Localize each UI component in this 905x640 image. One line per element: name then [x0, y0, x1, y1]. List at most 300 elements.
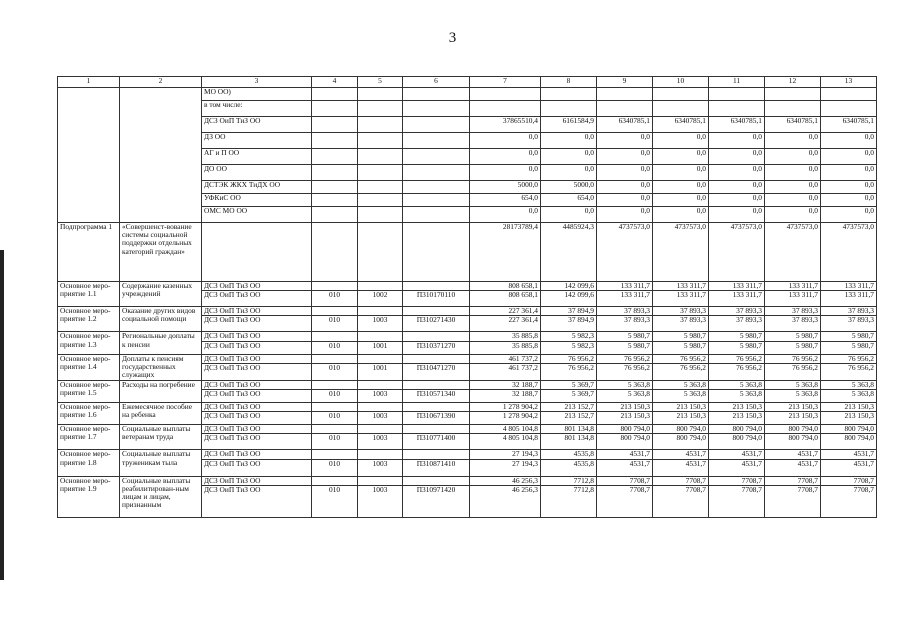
value-cell: 76 956,2	[821, 363, 877, 380]
executor-cell: ДСЗ ОиП ТиЗ ОО	[202, 341, 312, 354]
executor-cell: ОМС МО ОО	[202, 207, 312, 223]
value-cell: 4737573,0	[709, 223, 765, 282]
value-cell: 133 311,7	[821, 291, 877, 307]
value-cell: 0,0	[709, 207, 765, 223]
empty-cell	[403, 380, 470, 389]
value-cell: 4531,7	[653, 450, 709, 459]
value-cell: 0,0	[541, 165, 597, 181]
column-header: 12	[765, 77, 821, 88]
value-cell: 4531,7	[597, 459, 653, 476]
header-row	[58, 77, 877, 88]
code-cell: 1001	[358, 363, 403, 380]
empty-cell	[312, 194, 358, 207]
value-cell: 7708,7	[653, 476, 709, 485]
value-cell: 5 363,8	[653, 390, 709, 403]
subprogram-title: «Совершенст-вование системы социальной поддержки отдельных категорий граждан»	[120, 223, 202, 282]
code-cell: П310170110	[403, 291, 470, 307]
code-cell: 1002	[358, 291, 403, 307]
value-cell: 801 134,8	[541, 434, 597, 450]
value-cell: 5 980,7	[821, 332, 877, 341]
value-cell: 0,0	[821, 181, 877, 194]
value-cell: 227 361,4	[470, 316, 541, 332]
empty-cell	[403, 149, 470, 165]
value-cell: 133 311,7	[597, 291, 653, 307]
value-cell: 5000,0	[541, 181, 597, 194]
measure-title: Доплаты к пенсиям государственных служащих	[120, 354, 202, 380]
value-cell: 0,0	[709, 165, 765, 181]
value-cell: 213 150,3	[821, 412, 877, 425]
empty-cell	[312, 223, 358, 282]
column-header: 1	[58, 77, 120, 88]
column-header: 10	[653, 77, 709, 88]
value-cell: 46 256,3	[470, 476, 541, 485]
value-cell: 4531,7	[821, 459, 877, 476]
value-cell: 0,0	[541, 207, 597, 223]
measure-title: Расходы на погребение	[120, 380, 202, 402]
value-cell: 76 956,2	[541, 363, 597, 380]
value-cell: 0,0	[653, 194, 709, 207]
value-cell: 0,0	[709, 149, 765, 165]
value-cell: 4 805 104,8	[470, 425, 541, 434]
value-cell: 5 980,7	[653, 332, 709, 341]
value-cell: 7708,7	[765, 476, 821, 485]
measure-label: Основное меро-приятие 1.3	[58, 332, 120, 354]
value-cell: 37 893,3	[709, 307, 765, 316]
value-cell: 4485924,3	[541, 223, 597, 282]
value-cell: 213 152,7	[541, 412, 597, 425]
subprogram-label: Подпрограмма 1	[58, 223, 120, 282]
empty-cell	[312, 403, 358, 412]
value-cell: 0,0	[821, 194, 877, 207]
value-cell: 654,0	[541, 194, 597, 207]
value-cell: 1 278 904,2	[470, 412, 541, 425]
measure-row	[58, 307, 877, 316]
value-cell: 0,0	[597, 165, 653, 181]
value-cell: 213 150,3	[653, 412, 709, 425]
value-cell: 0,0	[541, 133, 597, 149]
value-cell	[765, 101, 821, 117]
value-cell: 0,0	[470, 165, 541, 181]
code-cell: 010	[312, 434, 358, 450]
value-cell	[470, 88, 541, 101]
empty-cell	[312, 133, 358, 149]
value-cell: 76 956,2	[653, 354, 709, 363]
value-cell: 800 794,0	[709, 434, 765, 450]
executor-cell: ДСЗ ОиП ТиЗ ОО	[202, 332, 312, 341]
value-cell: 5 363,8	[765, 390, 821, 403]
value-cell: 76 956,2	[765, 363, 821, 380]
code-cell: 010	[312, 291, 358, 307]
value-cell: 4531,7	[597, 450, 653, 459]
value-cell: 5 363,8	[765, 380, 821, 389]
value-cell: 800 794,0	[653, 425, 709, 434]
code-cell: П310771400	[403, 434, 470, 450]
value-cell: 0,0	[653, 133, 709, 149]
code-cell: 1003	[358, 459, 403, 476]
executor-cell: ДСЗ ОиП ТиЗ ОО	[202, 117, 312, 133]
column-header: 2	[120, 77, 202, 88]
empty-cell	[358, 165, 403, 181]
value-cell: 0,0	[765, 207, 821, 223]
executor-cell: в том числе:	[202, 101, 312, 117]
page-number: 3	[448, 30, 457, 46]
empty-cell	[358, 207, 403, 223]
value-cell: 213 150,3	[765, 403, 821, 412]
measure-row	[58, 450, 877, 459]
value-cell: 0,0	[541, 149, 597, 165]
value-cell: 37 893,3	[597, 307, 653, 316]
value-cell	[821, 88, 877, 101]
value-cell: 1 278 904,2	[470, 403, 541, 412]
value-cell: 5 980,7	[765, 332, 821, 341]
code-cell: П310971420	[403, 485, 470, 517]
value-cell: 0,0	[821, 207, 877, 223]
executor-cell: ДСЗ ОиП ТиЗ ОО	[202, 403, 312, 412]
value-cell: 133 311,7	[765, 291, 821, 307]
code-cell: 010	[312, 412, 358, 425]
value-cell: 37 893,3	[653, 316, 709, 332]
value-cell: 37 894,9	[541, 307, 597, 316]
executor-cell: ДСЗ ОиП ТиЗ ОО	[202, 282, 312, 291]
value-cell: 0,0	[765, 165, 821, 181]
empty-cell	[403, 194, 470, 207]
value-cell: 142 099,6	[541, 291, 597, 307]
empty-cell	[358, 88, 403, 101]
empty-cell	[312, 450, 358, 459]
executor-cell: МО ОО)	[202, 88, 312, 101]
value-cell: 800 794,0	[709, 425, 765, 434]
code-cell: П310671390	[403, 412, 470, 425]
value-cell: 0,0	[597, 181, 653, 194]
code-cell: П310571340	[403, 390, 470, 403]
value-cell: 6340785,1	[765, 117, 821, 133]
empty-cell	[358, 117, 403, 133]
value-cell: 37 893,3	[709, 316, 765, 332]
value-cell: 7712,8	[541, 476, 597, 485]
value-cell: 0,0	[709, 133, 765, 149]
empty-cell	[403, 403, 470, 412]
value-cell: 4531,7	[709, 450, 765, 459]
value-cell: 76 956,2	[597, 354, 653, 363]
value-cell: 4535,8	[541, 450, 597, 459]
code-cell: 010	[312, 485, 358, 517]
value-cell: 35 885,8	[470, 332, 541, 341]
value-cell: 4737573,0	[765, 223, 821, 282]
empty-cell	[312, 117, 358, 133]
value-cell: 5 980,7	[653, 341, 709, 354]
value-cell: 7708,7	[709, 476, 765, 485]
empty-cell	[403, 133, 470, 149]
value-cell: 800 794,0	[821, 434, 877, 450]
value-cell	[541, 101, 597, 117]
executor-cell: ДСЗ ОиП ТиЗ ОО	[202, 412, 312, 425]
value-cell	[709, 101, 765, 117]
empty-cell	[312, 354, 358, 363]
value-cell: 5 369,7	[541, 380, 597, 389]
value-cell: 76 956,2	[597, 363, 653, 380]
empty-cell	[312, 476, 358, 485]
empty-cell	[312, 165, 358, 181]
value-cell: 133 311,7	[653, 282, 709, 291]
value-cell: 7708,7	[597, 476, 653, 485]
value-cell: 800 794,0	[653, 434, 709, 450]
value-cell: 142 099,6	[541, 282, 597, 291]
value-cell: 5 980,7	[709, 341, 765, 354]
value-cell: 5 363,8	[821, 380, 877, 389]
executor-cell: ДО ОО	[202, 165, 312, 181]
empty-cell	[120, 88, 202, 223]
value-cell: 7708,7	[765, 485, 821, 517]
executor-cell: ДСТЭК ЖКХ ТиДХ ОО	[202, 181, 312, 194]
executor-cell: ДСЗ ОиП ТиЗ ОО	[202, 307, 312, 316]
value-cell: 32 188,7	[470, 390, 541, 403]
empty-cell	[312, 181, 358, 194]
measure-title: Содержание казенных учреждений	[120, 282, 202, 307]
value-cell: 37 893,3	[597, 316, 653, 332]
value-cell: 5 982,3	[541, 332, 597, 341]
measure-title: Ежемесячное пособие на ребенка	[120, 403, 202, 425]
value-cell: 133 311,7	[821, 282, 877, 291]
value-cell: 37 894,9	[541, 316, 597, 332]
column-header: 13	[821, 77, 877, 88]
value-cell: 213 150,3	[653, 403, 709, 412]
empty-cell	[403, 117, 470, 133]
measure-row	[58, 282, 877, 291]
value-cell: 0,0	[653, 149, 709, 165]
value-cell: 76 956,2	[765, 354, 821, 363]
executor-cell: ДСЗ ОиП ТиЗ ОО	[202, 354, 312, 363]
value-cell: 800 794,0	[597, 434, 653, 450]
measure-title: Оказание других видов социальной помощи	[120, 307, 202, 332]
value-cell: 800 794,0	[765, 434, 821, 450]
value-cell	[653, 88, 709, 101]
value-cell: 0,0	[765, 149, 821, 165]
executor-cell: ДСЗ ОиП ТиЗ ОО	[202, 380, 312, 389]
value-cell: 76 956,2	[653, 363, 709, 380]
value-cell: 5 363,8	[709, 390, 765, 403]
value-cell	[597, 101, 653, 117]
empty-cell	[358, 194, 403, 207]
empty-cell	[403, 307, 470, 316]
value-cell: 5 982,3	[541, 341, 597, 354]
measure-row	[58, 354, 877, 363]
column-header: 9	[597, 77, 653, 88]
value-cell: 46 256,3	[470, 485, 541, 517]
value-cell: 76 956,2	[541, 354, 597, 363]
value-cell: 5 363,8	[709, 380, 765, 389]
value-cell: 0,0	[709, 194, 765, 207]
empty-cell	[358, 450, 403, 459]
empty-cell	[403, 282, 470, 291]
value-cell: 213 152,7	[541, 403, 597, 412]
executor-cell: ДСЗ ОиП ТиЗ ОО	[202, 390, 312, 403]
value-cell: 0,0	[821, 149, 877, 165]
value-cell: 4737573,0	[597, 223, 653, 282]
measure-label: Основное меро-приятие 1.9	[58, 476, 120, 517]
value-cell: 37 893,3	[821, 316, 877, 332]
value-cell: 0,0	[765, 194, 821, 207]
executor-cell: ДСЗ ОиП ТиЗ ОО	[202, 434, 312, 450]
measure-title: Социальные выплаты труженикам тыла	[120, 450, 202, 476]
executor-cell: АГ и П ОО	[202, 149, 312, 165]
value-cell: 4 805 104,8	[470, 434, 541, 450]
value-cell: 5 363,8	[597, 390, 653, 403]
empty-cell	[358, 332, 403, 341]
value-cell: 0,0	[597, 194, 653, 207]
value-cell: 0,0	[653, 207, 709, 223]
executor-cell: ДСЗ ОиП ТиЗ ОО	[202, 316, 312, 332]
value-cell: 4531,7	[709, 459, 765, 476]
value-cell: 4531,7	[821, 450, 877, 459]
value-cell: 0,0	[470, 133, 541, 149]
empty-cell	[403, 165, 470, 181]
code-cell: 010	[312, 316, 358, 332]
value-cell: 0,0	[470, 207, 541, 223]
empty-cell	[358, 101, 403, 117]
value-cell: 32 188,7	[470, 380, 541, 389]
value-cell: 5 363,8	[821, 390, 877, 403]
value-cell: 133 311,7	[597, 282, 653, 291]
executor-cell: ДСЗ ОиП ТиЗ ОО	[202, 291, 312, 307]
value-cell: 27 194,3	[470, 450, 541, 459]
executor-cell: ДСЗ ОиП ТиЗ ОО	[202, 363, 312, 380]
value-cell: 0,0	[597, 133, 653, 149]
empty-cell	[312, 282, 358, 291]
value-cell: 37 893,3	[765, 307, 821, 316]
code-cell: 010	[312, 341, 358, 354]
value-cell	[541, 88, 597, 101]
value-cell	[470, 101, 541, 117]
measure-row	[58, 332, 877, 341]
value-cell: 133 311,7	[709, 282, 765, 291]
value-cell: 0,0	[765, 181, 821, 194]
value-cell: 7712,8	[541, 485, 597, 517]
value-cell: 5 980,7	[821, 341, 877, 354]
empty-cell	[312, 101, 358, 117]
empty-cell	[312, 207, 358, 223]
code-cell: 010	[312, 390, 358, 403]
measure-label: Основное меро-приятие 1.8	[58, 450, 120, 476]
value-cell: 37 893,3	[765, 316, 821, 332]
executor-cell: ДСЗ ОиП ТиЗ ОО	[202, 450, 312, 459]
value-cell: 7708,7	[821, 476, 877, 485]
code-cell: 1003	[358, 412, 403, 425]
table-row	[58, 88, 877, 101]
value-cell: 37 893,3	[821, 307, 877, 316]
value-cell: 5 369,7	[541, 390, 597, 403]
empty-cell	[58, 88, 120, 223]
empty-cell	[403, 223, 470, 282]
empty-cell	[312, 149, 358, 165]
value-cell: 461 737,2	[470, 363, 541, 380]
value-cell: 5 980,7	[597, 341, 653, 354]
code-cell: П310471270	[403, 363, 470, 380]
value-cell: 213 150,3	[597, 403, 653, 412]
executor-cell: ДСЗ ОиП ТиЗ ОО	[202, 425, 312, 434]
value-cell: 0,0	[709, 181, 765, 194]
value-cell	[709, 88, 765, 101]
empty-cell	[312, 332, 358, 341]
empty-cell	[403, 101, 470, 117]
value-cell: 133 311,7	[709, 291, 765, 307]
measure-label: Основное меро-приятие 1.1	[58, 282, 120, 307]
value-cell: 28173789,4	[470, 223, 541, 282]
value-cell: 27 194,3	[470, 459, 541, 476]
measure-label: Основное меро-приятие 1.2	[58, 307, 120, 332]
measure-label: Основное меро-приятие 1.7	[58, 425, 120, 450]
subprogram-row	[58, 223, 877, 282]
empty-cell	[358, 282, 403, 291]
value-cell: 0,0	[821, 133, 877, 149]
column-header: 11	[709, 77, 765, 88]
value-cell: 0,0	[653, 165, 709, 181]
value-cell: 0,0	[597, 149, 653, 165]
value-cell: 5000,0	[470, 181, 541, 194]
empty-cell	[358, 425, 403, 434]
value-cell: 7708,7	[653, 485, 709, 517]
value-cell: 213 150,3	[821, 403, 877, 412]
empty-cell	[202, 223, 312, 282]
value-cell: 0,0	[821, 165, 877, 181]
executor-cell: ДСЗ ОиП ТиЗ ОО	[202, 476, 312, 485]
measure-row	[58, 403, 877, 412]
value-cell: 4531,7	[765, 450, 821, 459]
value-cell: 808 658,1	[470, 291, 541, 307]
empty-cell	[358, 223, 403, 282]
value-cell: 5 980,7	[765, 341, 821, 354]
empty-cell	[312, 307, 358, 316]
measure-row	[58, 380, 877, 389]
code-cell: 010	[312, 459, 358, 476]
empty-cell	[403, 476, 470, 485]
empty-cell	[358, 380, 403, 389]
budget-table	[57, 76, 877, 518]
empty-cell	[312, 88, 358, 101]
value-cell: 76 956,2	[709, 354, 765, 363]
empty-cell	[403, 354, 470, 363]
code-cell: 1003	[358, 485, 403, 517]
column-header: 3	[202, 77, 312, 88]
value-cell: 6340785,1	[821, 117, 877, 133]
value-cell: 4531,7	[765, 459, 821, 476]
value-cell: 213 150,3	[765, 412, 821, 425]
empty-cell	[403, 332, 470, 341]
value-cell: 800 794,0	[597, 425, 653, 434]
executor-cell: ДСЗ ОиП ТиЗ ОО	[202, 485, 312, 517]
code-cell: 1003	[358, 434, 403, 450]
code-cell: 1003	[358, 316, 403, 332]
empty-cell	[358, 181, 403, 194]
measure-label: Основное меро-приятие 1.5	[58, 380, 120, 402]
value-cell: 7708,7	[597, 485, 653, 517]
value-cell: 654,0	[470, 194, 541, 207]
empty-cell	[358, 476, 403, 485]
empty-cell	[403, 207, 470, 223]
measure-title: Региональные доплаты к пенсии	[120, 332, 202, 354]
value-cell: 800 794,0	[821, 425, 877, 434]
value-cell	[821, 101, 877, 117]
value-cell	[597, 88, 653, 101]
column-header: 6	[403, 77, 470, 88]
value-cell: 0,0	[597, 207, 653, 223]
code-cell: 1001	[358, 341, 403, 354]
measure-title: Социальные выплаты реабилитирован-ным лицам и лицам, признанным	[120, 476, 202, 517]
value-cell: 213 150,3	[597, 412, 653, 425]
measure-label: Основное меро-приятие 1.4	[58, 354, 120, 380]
empty-cell	[358, 354, 403, 363]
executor-cell: УФКиС ОО	[202, 194, 312, 207]
empty-cell	[403, 425, 470, 434]
